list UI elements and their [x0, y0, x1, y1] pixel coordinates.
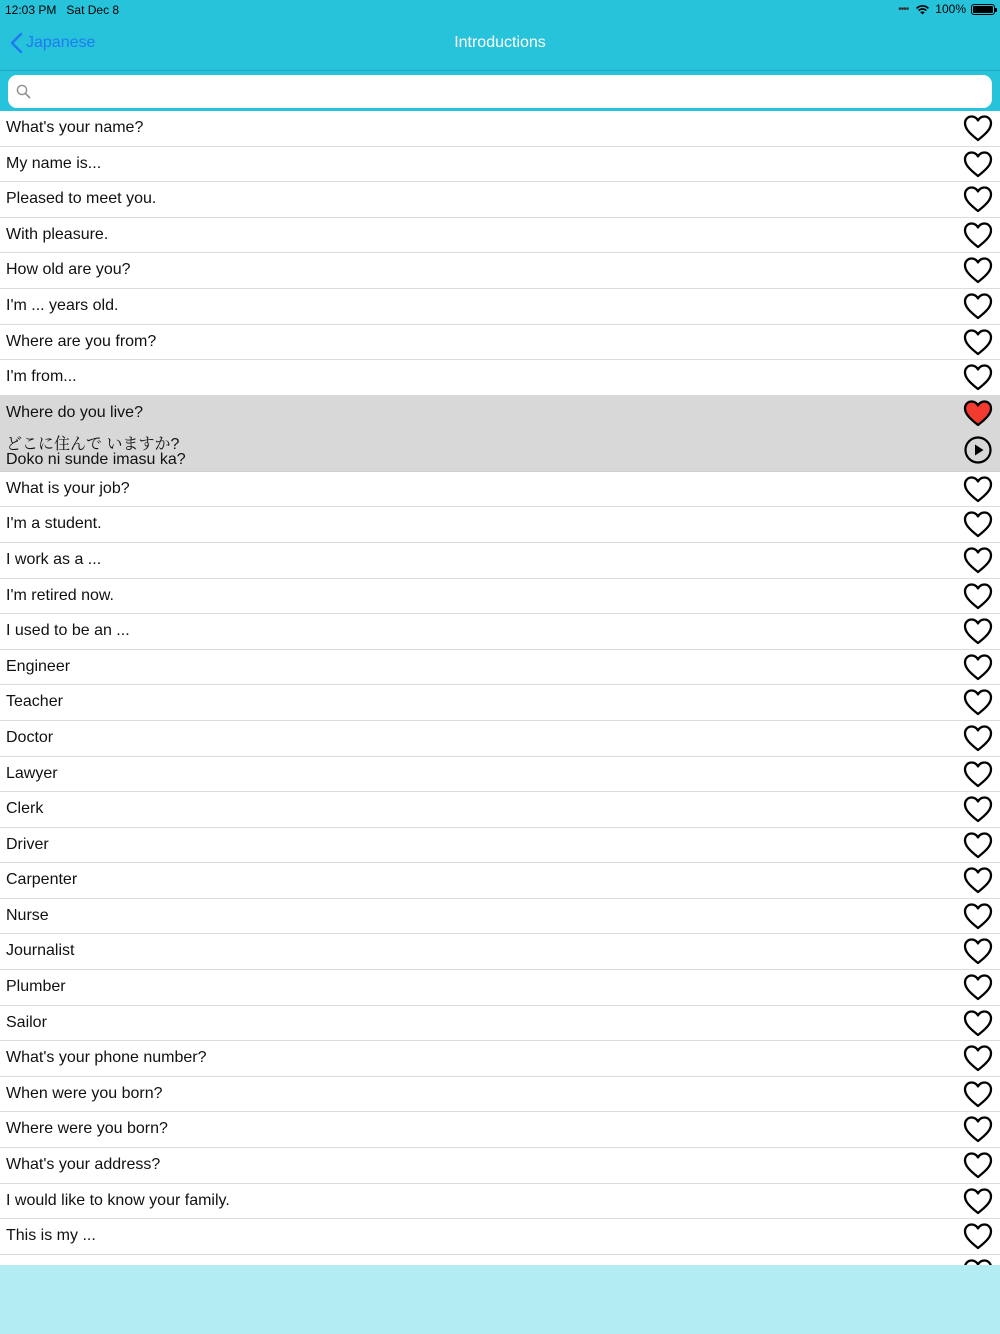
heart-icon[interactable]: [963, 653, 993, 682]
navigation-header: [0, 0, 1000, 70]
signal-dots-icon: ••••: [898, 3, 909, 15]
status-indicators: [898, 2, 995, 16]
phrase-label: What's your phone number?: [6, 1049, 207, 1067]
phrase-label: I used to be an ...: [6, 622, 130, 640]
heart-icon[interactable]: [963, 937, 993, 966]
phrase-row[interactable]: [0, 934, 1000, 970]
heart-icon[interactable]: [963, 328, 993, 357]
battery-icon: [971, 4, 995, 15]
search-icon: [16, 84, 31, 99]
heart-icon[interactable]: [963, 973, 993, 1002]
phrase-romaji-text: Doko ni sunde imasu ka?: [6, 450, 186, 468]
phrase-row[interactable]: [0, 828, 1000, 864]
phrase-row[interactable]: [0, 721, 1000, 757]
heart-icon[interactable]: [963, 582, 993, 611]
phrase-row[interactable]: [0, 507, 1000, 543]
phrase-label: Driver: [6, 835, 49, 853]
phrase-label: I'm ... years old.: [6, 296, 119, 314]
heart-icon[interactable]: [963, 185, 993, 214]
phrase-label: Nurse: [6, 906, 49, 924]
phrase-label: Lawyer: [6, 764, 58, 782]
phrase-label: What's your address?: [6, 1156, 161, 1174]
phrase-label: With pleasure.: [6, 225, 109, 243]
search-input[interactable]: [36, 81, 976, 103]
phrase-row[interactable]: [0, 543, 1000, 579]
heart-icon[interactable]: [963, 1258, 993, 1265]
heart-icon[interactable]: [963, 760, 993, 789]
phrase-row[interactable]: [0, 863, 1000, 899]
play-icon[interactable]: [964, 436, 992, 464]
heart-icon[interactable]: [963, 902, 993, 931]
heart-icon[interactable]: [963, 866, 993, 895]
phrase-label: I'm a student.: [6, 515, 102, 533]
phrase-label: Journalist: [6, 942, 75, 960]
phrase-label: Doctor: [6, 728, 54, 746]
phrase-label: What is your job?: [6, 479, 130, 497]
heart-icon[interactable]: [963, 831, 993, 860]
phrase-label: Teacher: [6, 693, 63, 711]
phrase-row[interactable]: [0, 1184, 1000, 1220]
search-field[interactable]: [8, 75, 992, 108]
status-date-text: Sat Dec 8: [66, 3, 120, 17]
phrase-row[interactable]: [0, 325, 1000, 361]
heart-icon[interactable]: [963, 795, 993, 824]
phrase-label: I'm retired now.: [6, 586, 114, 604]
phrase-label: Sailor: [6, 1013, 47, 1031]
heart-icon[interactable]: [963, 688, 993, 717]
phrase-row[interactable]: [0, 1006, 1000, 1042]
phrase-row[interactable]: [0, 1112, 1000, 1148]
heart-icon[interactable]: [963, 292, 993, 321]
phrase-row[interactable]: [0, 614, 1000, 650]
heart-icon[interactable]: [963, 114, 993, 143]
phrase-row[interactable]: [0, 1219, 1000, 1255]
phrase-row[interactable]: [0, 579, 1000, 615]
phrase-label: Where do you live?: [6, 403, 143, 421]
phrase-label: Pleased to meet you.: [6, 190, 157, 208]
heart-icon[interactable]: [963, 1115, 993, 1144]
phrase-label: Where were you born?: [6, 1120, 168, 1138]
phrase-label: My name is...: [6, 154, 102, 172]
heart-icon[interactable]: [963, 1187, 993, 1216]
phrase-label: Carpenter: [6, 871, 78, 889]
phrase-native-text: どこに住んで いますか?: [6, 435, 180, 453]
phrase-row[interactable]: [0, 757, 1000, 793]
page-title: Introductions: [454, 34, 546, 51]
heart-icon[interactable]: [963, 510, 993, 539]
phrase-row[interactable]: [0, 792, 1000, 828]
phrase-label: Engineer: [6, 657, 71, 675]
phrase-label: How old are you?: [6, 261, 131, 279]
search-bar: [0, 70, 1000, 111]
bottom-banner: [0, 1265, 1000, 1334]
phrase-row[interactable]: [0, 899, 1000, 935]
phrase-label: This is my ...: [6, 1227, 96, 1245]
heart-icon[interactable]: [963, 1080, 993, 1109]
heart-icon[interactable]: [963, 1222, 993, 1251]
phrase-row[interactable]: [0, 1255, 1000, 1265]
phrase-row[interactable]: [0, 253, 1000, 289]
phrase-label: I work as a ...: [6, 550, 102, 568]
phrase-row[interactable]: [0, 1148, 1000, 1184]
phrase-row[interactable]: [0, 289, 1000, 325]
phrase-row[interactable]: [0, 182, 1000, 218]
status-time-text: 12:03 PM: [5, 3, 57, 17]
heart-icon[interactable]: [963, 256, 993, 285]
heart-icon[interactable]: [963, 221, 993, 250]
back-label: Japanese: [26, 34, 96, 51]
phrase-row[interactable]: [0, 147, 1000, 183]
heart-icon[interactable]: [963, 475, 993, 504]
heart-filled-icon[interactable]: [963, 399, 993, 428]
heart-icon[interactable]: [963, 724, 993, 753]
phrase-label: I would like to know your family.: [6, 1191, 230, 1209]
phrase-label: I'm from...: [6, 368, 77, 386]
phrase-label: Clerk: [6, 800, 44, 818]
phrase-row[interactable]: [0, 1077, 1000, 1113]
heart-icon[interactable]: [963, 1009, 993, 1038]
battery-percent: 100%: [935, 2, 966, 16]
phrase-row[interactable]: [0, 111, 1000, 147]
phrase-label: When were you born?: [6, 1084, 163, 1102]
wifi-icon: [915, 4, 930, 15]
phrase-row[interactable]: [0, 360, 1000, 396]
phrase-row[interactable]: [0, 1041, 1000, 1077]
phrase-row[interactable]: [0, 472, 1000, 508]
phrase-label: What's your name?: [6, 119, 144, 136]
phrase-row[interactable]: [0, 685, 1000, 721]
heart-icon[interactable]: [963, 1044, 993, 1073]
phrase-label: Where are you from?: [6, 332, 157, 350]
phrase-label: Plumber: [6, 978, 66, 996]
phrase-list: [0, 111, 1000, 1265]
heart-icon[interactable]: [963, 617, 993, 646]
status-time: [5, 3, 119, 17]
phrase-row[interactable]: [0, 218, 1000, 254]
heart-icon[interactable]: [963, 546, 993, 575]
heart-icon[interactable]: [963, 1151, 993, 1180]
heart-icon[interactable]: [963, 150, 993, 179]
phrase-row[interactable]: [0, 970, 1000, 1006]
phrase-row[interactable]: [0, 396, 1000, 472]
heart-icon[interactable]: [963, 363, 993, 392]
phrase-row[interactable]: [0, 650, 1000, 686]
